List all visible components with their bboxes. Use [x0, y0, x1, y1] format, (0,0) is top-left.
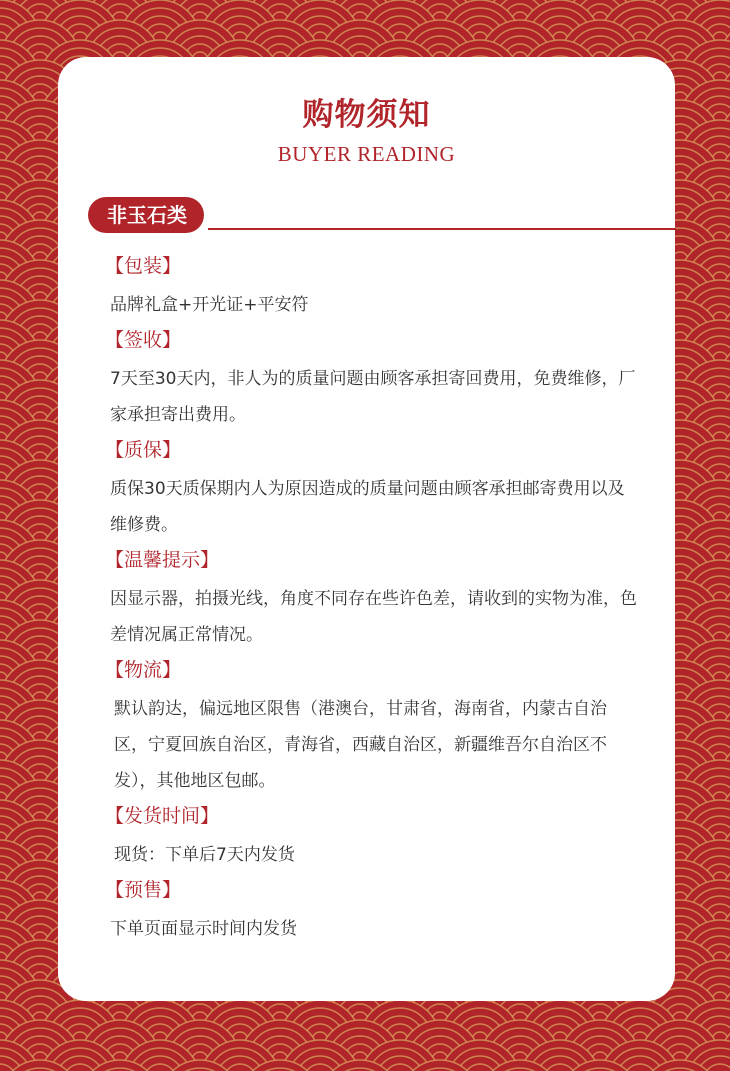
section-label-badge: 非玉石类: [88, 197, 204, 233]
page-subtitle: BUYER READING: [277, 142, 456, 166]
notice-body: 因显示器，拍摄光线，角度不同存在些许色差，请收到的实物为准，色差情况属正常情况。: [110, 589, 637, 645]
page-title: 购物须知: [302, 97, 431, 133]
notice-heading: 【发货时间】: [105, 805, 220, 827]
notice-heading: 【温馨提示】: [105, 549, 220, 571]
notice-item-shipping-time: [105, 801, 640, 873]
notice-body: 7天至30天内，非人为的质量问题由顾客承担寄回费用，免费维修，厂家承担寄出费用。: [110, 369, 636, 425]
section-header: [88, 197, 648, 233]
notice-heading: 【质保】: [105, 439, 182, 461]
buyer-reading-card: [58, 57, 675, 1001]
notice-item-receipt: [105, 325, 640, 433]
notice-body: 下单页面显示时间内发货: [110, 919, 297, 939]
notice-item-warranty: [105, 435, 640, 543]
notice-body: 品牌礼盒+开光证+平安符: [110, 295, 309, 315]
notice-heading: 【物流】: [105, 659, 182, 681]
notice-item-presale: [105, 875, 640, 947]
notice-heading: 【签收】: [105, 329, 182, 351]
notice-heading: 【包装】: [105, 255, 182, 277]
notice-body: 默认韵达，偏远地区限售（港澳台，甘肃省，海南省，内蒙古自治区，宁夏回族自治区，青海省，西藏自治区，新疆维吾尔自治区不发），其他地区包邮。: [114, 699, 607, 791]
notice-item-packaging: [105, 251, 640, 323]
notice-item-logistics: [105, 655, 640, 799]
notice-item-tips: [105, 545, 640, 653]
notice-body: 现货：下单后7天内发货: [114, 845, 295, 865]
notice-heading: 【预售】: [105, 879, 182, 901]
notice-list: [105, 251, 640, 949]
notice-body: 质保30天质保期内人为原因造成的质量问题由顾客承担邮寄费用以及维修费。: [110, 479, 625, 535]
section-divider-line: [208, 228, 676, 230]
